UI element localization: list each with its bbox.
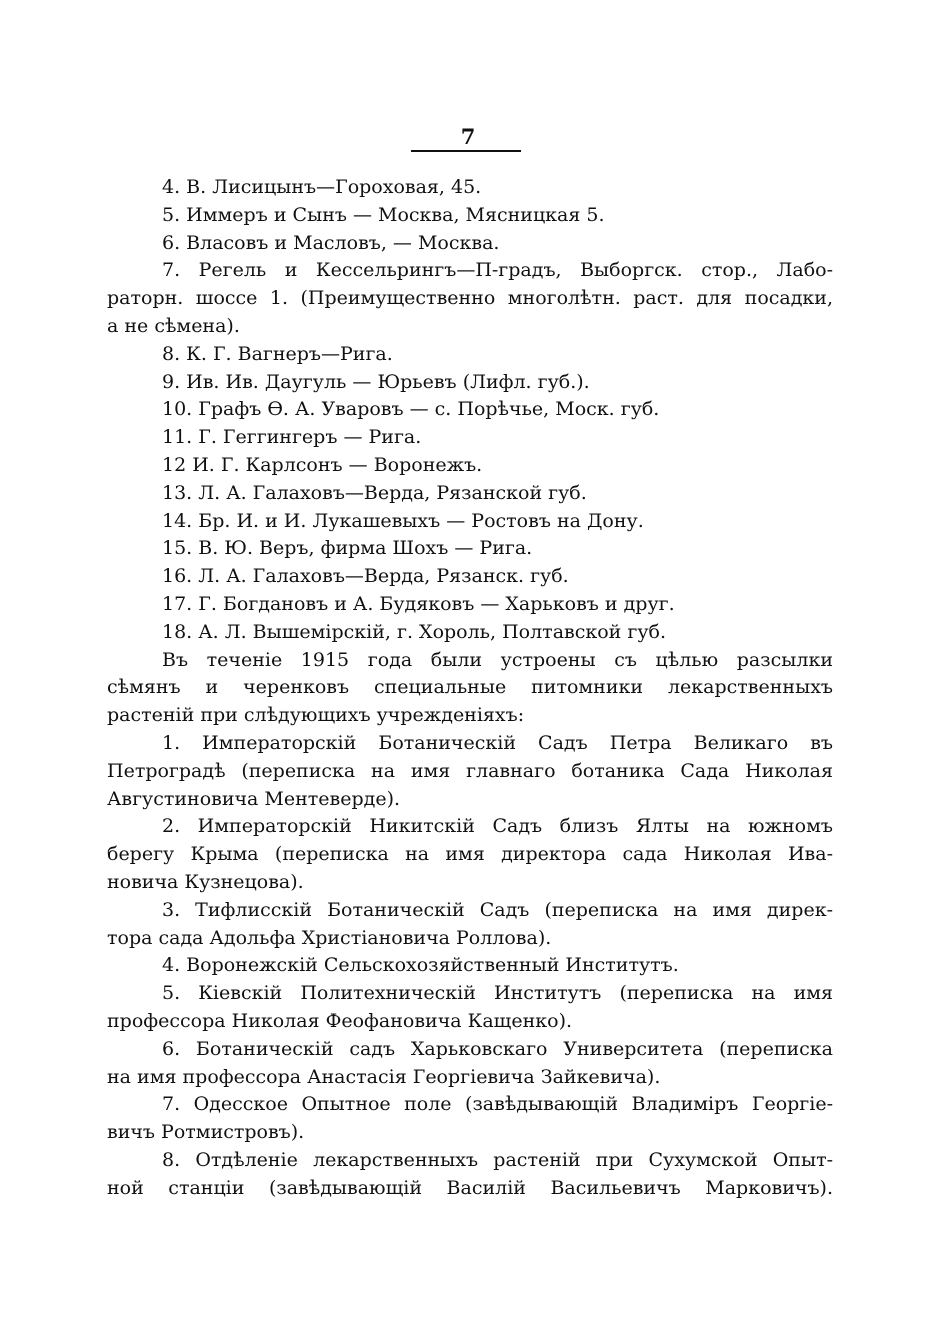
- list-item: 18. А. Л. Вышемірскій, г. Хороль, Полтавской губ.: [162, 620, 666, 643]
- list-item: 4. Воронежскій Сельскохозяйственный Институтъ.: [162, 954, 679, 977]
- list-item-continuation: на имя профессора Анастасія Георгіевича Зайкевича).: [107, 1065, 661, 1088]
- list-item-continuation: новича Кузнецова).: [107, 870, 304, 893]
- list-item-continuation: Августиновича Ментеверде).: [107, 787, 401, 810]
- list-item: 8. К. Г. Вагнеръ—Рига.: [162, 342, 393, 365]
- page-number: 7: [460, 124, 476, 149]
- list-item: 11. Г. Геггингеръ — Рига.: [162, 426, 422, 449]
- list-item: 2. Императорскій Никитскій Садъ близъ Ялты на южномъ: [162, 815, 833, 838]
- paragraph-line: Въ теченіе 1915 года были устроены съ цѣлью разсылки: [162, 648, 833, 671]
- paragraph-line: растеній при слѣдующихъ учрежденіяхъ:: [107, 704, 525, 727]
- list-item: 1. Императорскій Ботаническій Садъ Петра Великаго въ: [162, 731, 833, 754]
- list-item: 3. Тифлисскій Ботаническій Садъ (переписка на имя дирек-: [162, 898, 833, 921]
- list-item-continuation: ной станціи (завѣдывающій Василій Васильевичъ Марковичъ).: [107, 1176, 833, 1199]
- list-item: 6. Власовъ и Масловъ, — Москва.: [162, 231, 500, 254]
- list-item: 5. Кіевскій Политехническій Институтъ (переписка на имя: [162, 982, 833, 1005]
- list-item: 7. Регель и Кессельрингъ—П-градъ, Выборгск. стор., Лабо-: [162, 259, 833, 282]
- page-body: [107, 174, 833, 1202]
- list-item: 15. В. Ю. Веръ, фирма Шохъ — Рига.: [162, 537, 533, 560]
- list-item: 14. Бр. И. и И. Лукашевыхъ — Ростовъ на Дону.: [162, 509, 644, 532]
- list-item: 9. Ив. Ив. Даугуль — Юрьевъ (Лифл. губ.).: [162, 370, 590, 393]
- list-item: 12 И. Г. Карлсонъ — Воронежъ.: [162, 453, 483, 476]
- list-item-continuation: вичъ Ротмистровъ).: [107, 1121, 305, 1144]
- list-item-continuation: профессора Николая Феофановича Кащенко).: [107, 1009, 573, 1032]
- list-item-continuation: берегу Крыма (переписка на имя директора сада Николая Ива-: [107, 843, 833, 866]
- list-item: 4. В. Лисицынъ—Гороховая, 45.: [162, 176, 482, 198]
- list-item-continuation: а не сѣмена).: [107, 314, 240, 337]
- list-item: 6. Ботаническій садъ Харьковскаго Университета (переписка: [162, 1037, 833, 1060]
- list-item: 13. Л. А. Галаховъ—Верда, Рязанской губ.: [162, 481, 587, 504]
- page-number-rule: [411, 150, 521, 152]
- list-item: 10. Графъ Ѳ. А. Уваровъ — с. Порѣчье, Моск. губ.: [162, 398, 660, 421]
- list-item: 7. Одесское Опытное поле (завѣдывающій Владиміръ Георгіе-: [162, 1093, 833, 1116]
- paragraph-line: сѣмянъ и черенковъ специальные питомники лекарственныхъ: [107, 676, 833, 699]
- list-item-continuation: тора сада Адольфа Христіановича Роллова).: [107, 926, 552, 949]
- list-item: 16. Л. А. Галаховъ—Верда, Рязанск. губ.: [162, 565, 569, 588]
- list-item: 8. Отдѣленіе лекарственныхъ растеній при Сухумской Опыт-: [162, 1148, 833, 1171]
- list-item-continuation: раторн. шоссе 1. (Преимущественно многолѣтн. раст. для посадки,: [107, 287, 833, 310]
- list-item-continuation: Петроградѣ (переписка на имя главнаго ботаника Сада Николая: [107, 759, 833, 782]
- list-item: 5. Иммеръ и Сынъ — Москва, Мясницкая 5.: [162, 203, 605, 226]
- list-item: 17. Г. Богдановъ и А. Будяковъ — Харьковъ и друг.: [162, 592, 675, 615]
